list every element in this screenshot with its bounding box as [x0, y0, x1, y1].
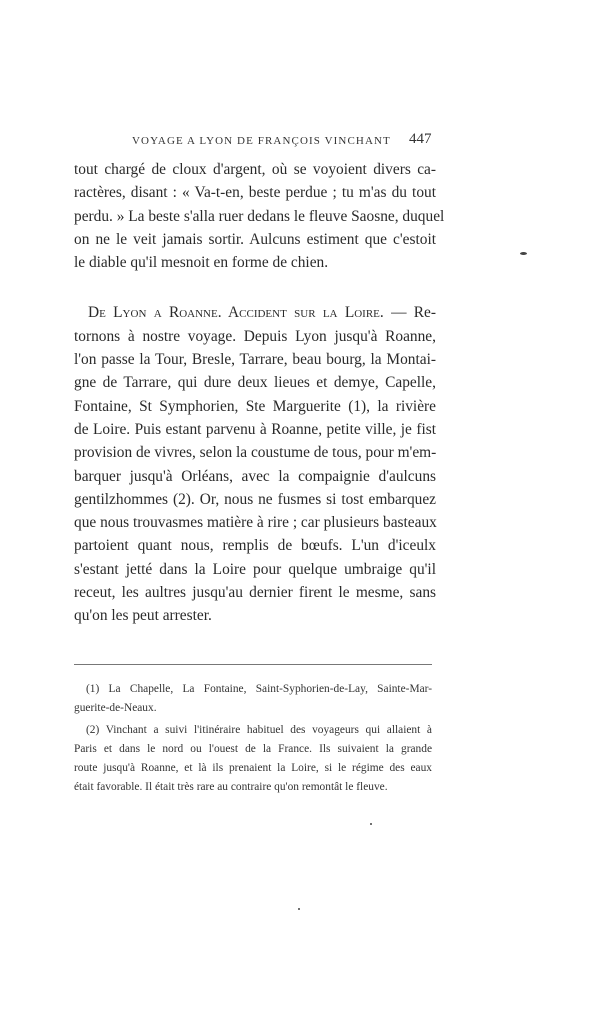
paragraph-1: [74, 158, 445, 274]
text-line: de Loire. Puis estant parvenu à Roanne, petite ville, je fist: [74, 420, 436, 438]
text-line: que nous trouvasmes matière à rire ; car plusieurs basteaux: [74, 514, 437, 532]
section-heading: De Lyon a Roanne. Accident sur la Loire.: [88, 304, 384, 322]
text-line: barquer jusqu'à Orléans, avec la compaignie d'aulcuns: [74, 467, 436, 485]
text-line: s'estant jetté dans la Loire pour quelque umbraige qu'il: [74, 560, 436, 578]
text-line: provision de vivres, selon la coustume de tous, pour m'em-: [74, 444, 437, 462]
scan-speck: [370, 823, 372, 825]
text-line: tout chargé de cloux d'argent, où se voyoient divers ca-: [74, 161, 436, 178]
footnote-line: (2) Vinchant a suivi l'itinéraire habituel des voyageurs qui allaient à: [86, 724, 432, 736]
page-number: 447: [409, 131, 432, 147]
text-line-rest: — Re-: [383, 304, 436, 322]
footnote-line: (1) La Chapelle, La Fontaine, Saint-Syphorien-de-Lay, Sainte-Mar-: [86, 683, 432, 695]
text-line: Fontaine, St Symphorien, Ste Marguerite (1), la rivière: [74, 397, 436, 415]
text-line: tornons à nostre voyage. Depuis Lyon jusqu'à Roanne,: [74, 327, 436, 345]
footnote-1: [74, 680, 432, 718]
footnote-line: était favorable. Il était très rare au contraire qu'on remontât le fleuve.: [74, 781, 388, 793]
text-line: receut, les aultres jusqu'au dernier firent le mesme, sans: [74, 584, 436, 602]
scan-speck: [298, 908, 300, 910]
footnote-line: Paris et dans le nord ou l'ouest de la France. Ils suivaient la grande: [74, 743, 432, 755]
scan-speck: [520, 252, 527, 255]
text-line: l'on passe la Tour, Bresle, Tarrare, beau bourg, la Montai-: [74, 351, 436, 369]
footnote-rule: [74, 664, 432, 665]
footnotes: [74, 680, 432, 797]
text-line: perdu. » La beste s'alla ruer dedans le fleuve Saosne, duquel: [74, 207, 445, 225]
text-line: gentilzhommes (2). Or, nous ne fusmes si tost embarquez: [74, 490, 436, 508]
footnote-line: route jusqu'à Roanne, et là ils prenaient la Loire, si le régime des eaux: [74, 762, 432, 774]
text-line: le diable qu'il mesnoit en forme de chien.: [74, 254, 329, 272]
section-heading-line: [74, 301, 436, 324]
running-title: VOYAGE A LYON DE FRANÇOIS VINCHANT: [132, 135, 391, 147]
body-text: [74, 158, 445, 628]
text-line: ractères, disant : « Va-t-en, beste perdue ; tu m'as du tout: [74, 184, 436, 202]
footnote-line: guerite-de-Neaux.: [74, 702, 157, 714]
text-line: qu'on les peut arrester.: [74, 607, 212, 625]
text-line: partoient quant nous, remplis de bœufs. L'un d'iceulx: [74, 537, 436, 555]
text-line: on ne le veit jamais sortir. Aulcuns estiment que c'estoit: [74, 230, 436, 248]
footnote-2: [74, 721, 432, 797]
paragraph-2: [74, 301, 436, 627]
running-head: [74, 133, 434, 155]
text-line: gne de Tarrare, qui dure deux lieues et demye, Capelle,: [74, 374, 436, 392]
